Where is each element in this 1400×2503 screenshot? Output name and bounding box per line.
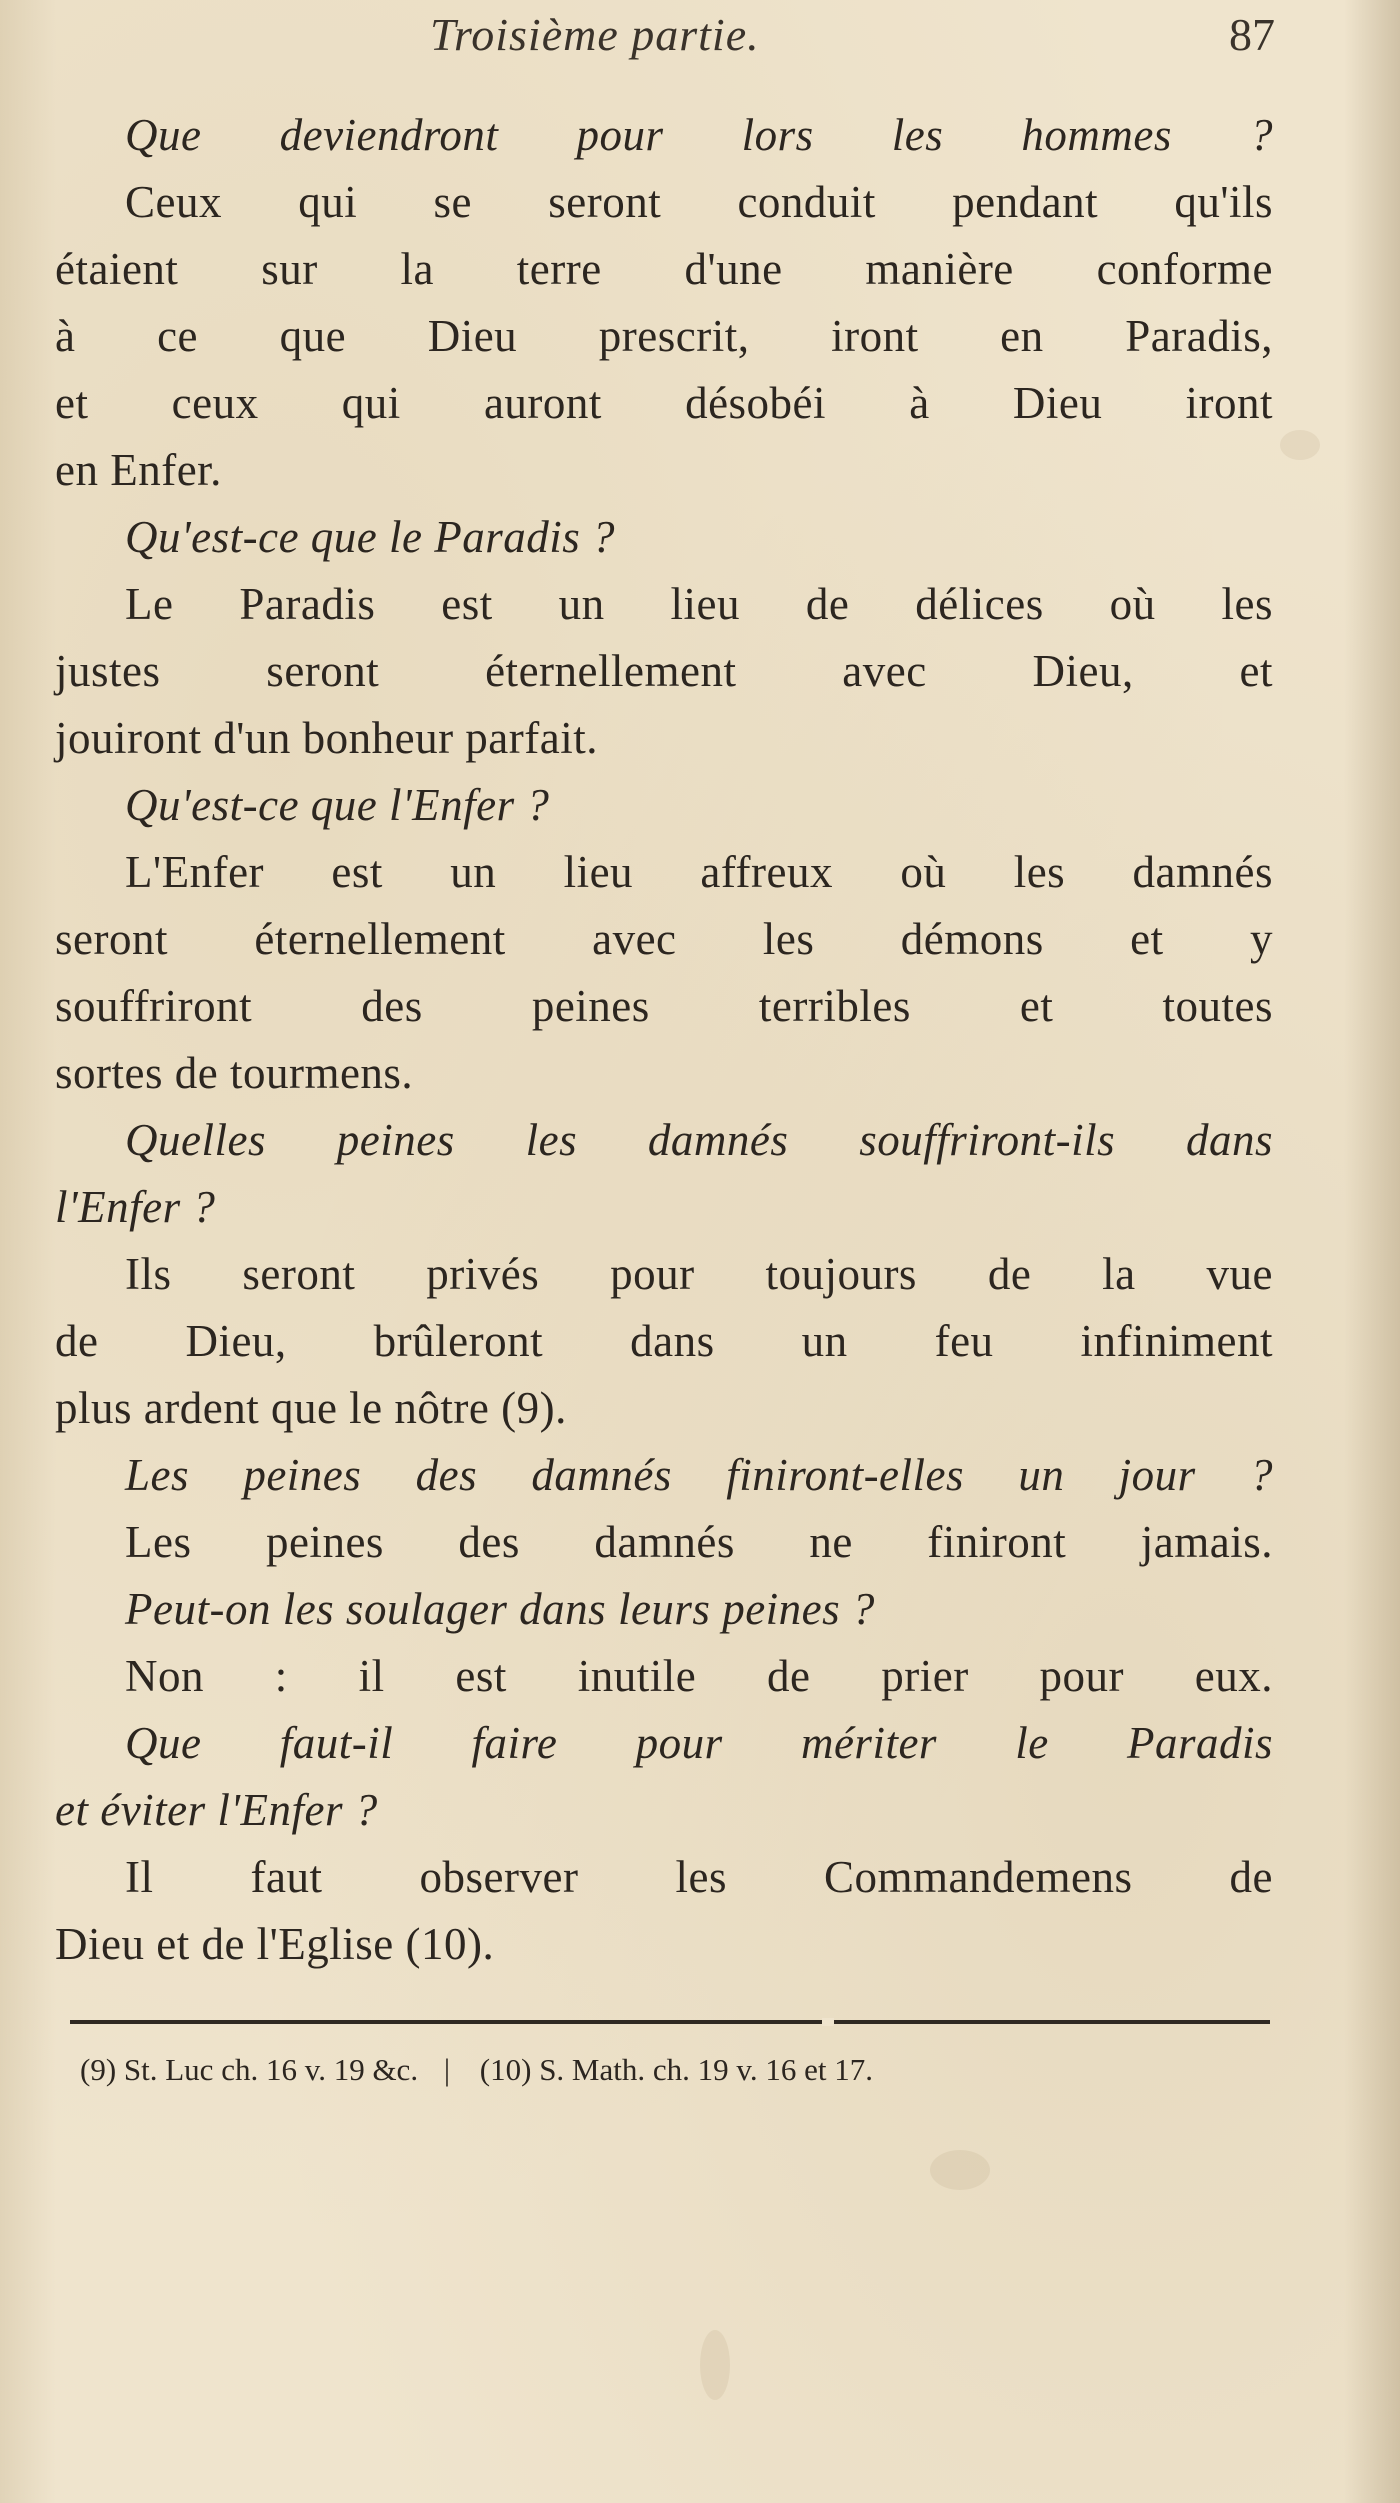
answer-line: justes seront éternellement avec Dieu, et xyxy=(55,646,1273,696)
question-line: Les peines des damnés finiront-elles un jour ? xyxy=(125,1450,1273,1500)
page-number: 87 xyxy=(1229,9,1275,60)
question-line: Que deviendront pour lors les hommes ? xyxy=(125,110,1273,160)
answer-line: jouiront d'un bonheur parfait. xyxy=(55,713,598,763)
question-line: et éviter l'Enfer ? xyxy=(55,1785,378,1835)
answer-line: Ceux qui se seront conduit pendant qu'ils xyxy=(125,177,1273,227)
footnote-rule-gap xyxy=(822,2018,834,2026)
catechism-text xyxy=(55,102,1273,1978)
answer-line: seront éternellement avec les démons et y xyxy=(55,914,1273,964)
page-header xyxy=(55,8,1275,78)
answer-line: souffriront des peines terribles et toutes xyxy=(55,981,1273,1031)
answer-line: Les peines des damnés ne finiront jamais. xyxy=(125,1517,1273,1567)
footnote-separator: | xyxy=(443,2052,451,2087)
foxing-stain xyxy=(930,2150,990,2190)
foxing-stain xyxy=(1280,430,1320,460)
answer-line: sortes de tourmens. xyxy=(55,1048,414,1098)
question-line: Que faut-il faire pour mériter le Paradis xyxy=(125,1718,1273,1768)
footnote-9: (9) St. Luc ch. 16 v. 19 &c. xyxy=(80,2052,419,2087)
answer-line: étaient sur la terre d'une manière conforme xyxy=(55,244,1273,294)
question-line: l'Enfer ? xyxy=(55,1182,216,1232)
answer-line: plus ardent que le nôtre (9). xyxy=(55,1383,567,1433)
running-head: Troisième partie. xyxy=(430,9,760,60)
footnote-10: (10) S. Math. ch. 19 v. 16 et 17. xyxy=(479,2052,873,2087)
answer-line: et ceux qui auront désobéi à Dieu iront xyxy=(55,378,1273,428)
footnotes xyxy=(80,2052,1280,2088)
answer-line: Il faut observer les Commandemens de xyxy=(125,1852,1273,1902)
footnote-rule xyxy=(70,2020,1270,2024)
answer-line: Dieu et de l'Eglise (10). xyxy=(55,1919,495,1969)
answer-line: de Dieu, brûleront dans un feu infiniment xyxy=(55,1316,1273,1366)
answer-line: en Enfer. xyxy=(55,445,222,495)
answer-line: à ce que Dieu prescrit, iront en Paradis, xyxy=(55,311,1273,361)
question-line: Qu'est-ce que l'Enfer ? xyxy=(125,780,550,830)
question-line: Quelles peines les damnés souffriront-ils dans xyxy=(125,1115,1273,1165)
question-line: Peut-on les soulager dans leurs peines ? xyxy=(125,1584,875,1634)
question-line: Qu'est-ce que le Paradis ? xyxy=(125,512,616,562)
answer-line: L'Enfer est un lieu affreux où les damnés xyxy=(125,847,1273,897)
foxing-stain xyxy=(700,2330,730,2400)
answer-line: Le Paradis est un lieu de délices où les xyxy=(125,579,1273,629)
answer-line: Non : il est inutile de prier pour eux. xyxy=(125,1651,1273,1701)
answer-line: Ils seront privés pour toujours de la vue xyxy=(125,1249,1273,1299)
